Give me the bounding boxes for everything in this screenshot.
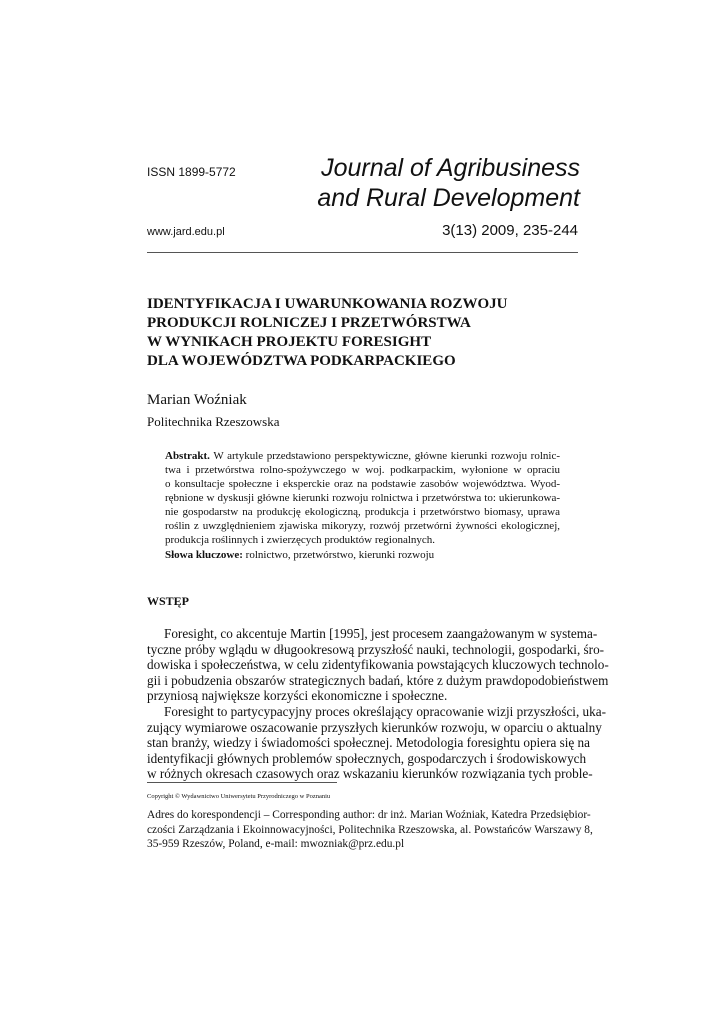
abstract-line: o konsultacje społeczne i eksperckie oraz na podstawie zasobów województwa. Wyod-: [165, 478, 560, 490]
footnote-divider: [147, 782, 337, 783]
body-line: tyczne próby wglądu w długookresową przyszłość nauki, technologii, gospodarki, śro-: [147, 641, 605, 657]
issue-pages: 3(13) 2009, 235-244: [442, 222, 578, 239]
author-name: Marian Woźniak: [147, 392, 247, 408]
body-line: Foresight, co akcentuje Martin [1995], jest procesem zaangażowanym w systema-: [164, 626, 598, 641]
keywords-text: rolnictwo, przetwórstwo, kierunki rozwoju: [242, 549, 435, 561]
address-line: 35-959 Rzeszów, Poland, e-mail: mwozniak@prz.edu.pl: [147, 838, 405, 851]
title-line: PRODUKCJI ROLNICZEJ I PRZETWÓRSTWA: [147, 315, 471, 331]
journal-title: [300, 153, 580, 213]
article-title: [147, 295, 587, 371]
keywords-label: Słowa kluczowe:: [165, 549, 243, 561]
header-divider: [147, 252, 578, 253]
journal-website: www.jard.edu.pl: [147, 226, 225, 238]
abstract-line: roślin z uwzględnieniem zjawiska mikoryzy, rozwój przetwórni żywności ekologicznej,: [165, 520, 560, 532]
body-line: stan branży, wiedzy i świadomości społecznej. Metodologia foresightu opiera się na: [147, 735, 590, 751]
body-line: zujący wymiarowe oszacowanie przyszłych kierunków rozwoju, w oparciu o aktualny: [147, 719, 602, 735]
abstract-text: W artykule przedstawiono perspektywiczne, główne kierunki rozwoju rolnic-: [209, 450, 560, 462]
journal-title-line: Journal of Agribusiness: [321, 154, 580, 182]
body-line: gii i pobudzenia obszarów strategicznych badań, które z dużym prawdopodobieństwem: [147, 672, 609, 688]
abstract-line: [165, 449, 560, 463]
abstract: [165, 449, 560, 547]
abstract-line: produkcja roślinnych i zwierzęcych produktów regionalnych.: [165, 534, 436, 546]
journal-title-line: and Rural Development: [317, 184, 580, 212]
body-line: przyniosą największe korzyści ekonomiczne i społeczne.: [147, 688, 448, 704]
address-line: Adres do korespondencji – Corresponding author: dr inż. Marian Woźniak, Katedra Przedsiębior-: [147, 809, 591, 821]
title-line: W WYNIKACH PROJEKTU FORESIGHT: [147, 334, 432, 350]
title-line: DLA WOJEWÓDZTWA PODKARPACKIEGO: [147, 353, 456, 369]
title-line: IDENTYFIKACJA I UWARUNKOWANIA ROZWOJU: [147, 296, 508, 312]
abstract-line: rębnione w dyskusji główne kierunki rozwoju rolnictwa i przetwórstwa to: ukierunkowa-: [165, 492, 560, 504]
section-heading: WSTĘP: [147, 594, 190, 608]
body-text: [147, 626, 609, 782]
body-line: dowiska i społeczeństwa, w celu zidentyfikowania powstających kluczowych technolo-: [147, 657, 609, 673]
correspondence-address: [147, 808, 593, 852]
body-line: identyfikacji głównych problemów społecznych, gospodarczych i środowiskowych: [147, 750, 587, 766]
keywords: [165, 549, 560, 561]
abstract-line: nie gospodarstw na produkcję ekologiczną, produkcja i przetwórstwo biomasy, uprawa: [165, 506, 560, 518]
copyright-notice: Copyright © Wydawnictwo Uniwersytetu Przyrodniczego w Poznaniu: [147, 793, 331, 800]
body-line: w różnych okresach czasowych oraz wskazaniu kierunków rozwiązania tych proble-: [147, 766, 593, 782]
address-line: czości Zarządzania i Ekoinnowacyjności, Politechnika Rzeszowska, al. Powstańców Warszawy 8,: [147, 823, 593, 836]
abstract-line: twa i przetwórstwa rolno-spożywczego w woj. podkarpackim, wyłonione w opraciu: [165, 464, 560, 476]
body-line: Foresight to partycypacyjny proces określający opracowanie wizji przyszłości, uka-: [164, 703, 606, 719]
abstract-label: Abstrakt.: [165, 450, 210, 462]
issn-number: ISSN 1899-5772: [147, 165, 236, 179]
author-affiliation: Politechnika Rzeszowska: [147, 414, 280, 429]
